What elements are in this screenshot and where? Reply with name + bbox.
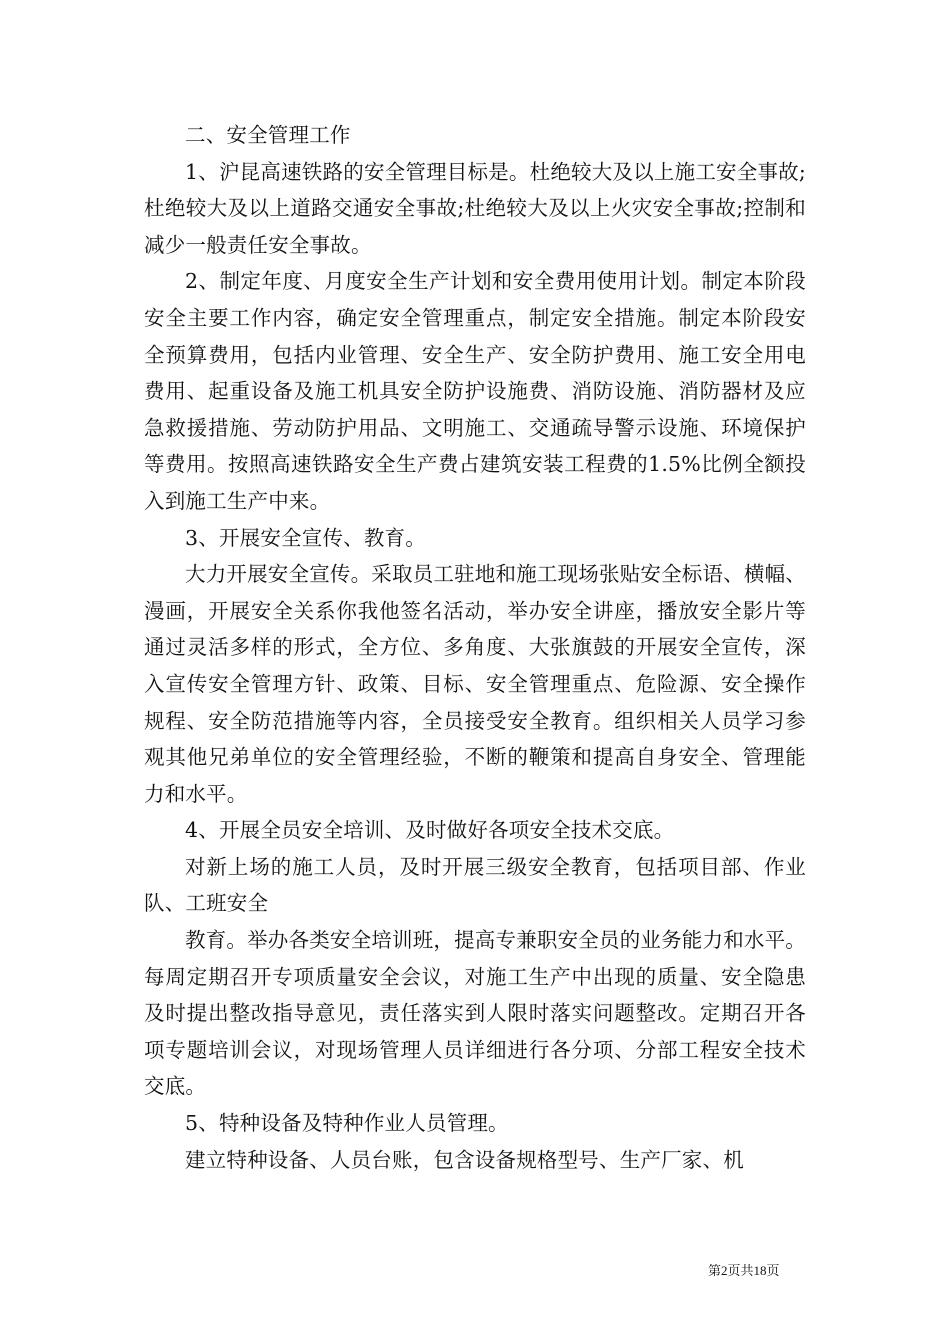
footer-suffix: 页 <box>766 1264 780 1279</box>
section-heading: 二、安全管理工作 <box>185 123 351 147</box>
footer-middle: 页共 <box>727 1264 754 1279</box>
paragraph: 1、沪昆高速铁路的安全管理目标是。杜绝较大及以上施工安全事故;杜绝较大及以上道路交通安全事故;杜绝较大及以上火灾安全事故;控制和减少一般责任安全事故。 <box>144 159 806 257</box>
paragraph-heading: 3、开展安全宣传、教育。 <box>185 525 426 550</box>
document-body <box>144 117 806 1178</box>
paragraph: 大力开展安全宣传。采取员工驻地和施工现场张贴安全标语、横幅、漫画，开展安全关系你我他签名活动，举办安全讲座，播放安全影片等通过灵活多样的形式，全方位、多角度、大张旗鼓的开展安全宣传，深入宣传安全管理方针、政策、目标、安全管理重点、危险源、安全操作规程、安全防范措施等内容，全员接受安全教育。组织相关人员学习参观其他兄弟单位的安全管理经验，不断的鞭策和提高自身安全、管理能力和水平。 <box>144 562 806 806</box>
page-number-footer <box>708 1262 780 1281</box>
paragraph: 教育。举办各类安全培训班，提高专兼职安全员的业务能力和水平。每周定期召开专项质量安全会议，对施工生产中出现的质量、安全隐患及时提出整改指导意见，责任落实到人限时落实问题整改。定期召开各项专题培训会议，对现场管理人员详细进行各分项、分部工程安全技术交底。 <box>144 928 806 1099</box>
current-page-number: 2 <box>721 1263 728 1278</box>
paragraph-heading: 4、开展全员安全培训、及时做好各项安全技术交底。 <box>185 818 675 843</box>
total-pages-number: 18 <box>753 1263 767 1278</box>
paragraph-heading: 5、特种设备及特种作业人员管理。 <box>185 1111 509 1136</box>
paragraph: 2、制定年度、月度安全生产计划和安全费用使用计划。制定本阶段安全主要工作内容，确定安全管理重点，制定安全措施。制定本阶段安全预算费用，包括内业管理、安全生产、安全防护费用、施工安全用电费用、起重设备及施工机具安全防护设施费、消防设施、消防器材及应急救援措施、劳动防护用品、文明施工、交通疏导警示设施、环境保护等费用。按照高速铁路安全生产费占建筑安装工程费的1.5%比例全额投入到施工生产中来。 <box>144 269 806 513</box>
footer-prefix: 第 <box>708 1264 722 1279</box>
paragraph: 对新上场的施工人员，及时开展三级安全教育，包括项目部、作业队、工班安全 <box>144 854 806 916</box>
paragraph: 建立特种设备、人员台账，包含设备规格型号、生产厂家、机 <box>185 1147 744 1172</box>
